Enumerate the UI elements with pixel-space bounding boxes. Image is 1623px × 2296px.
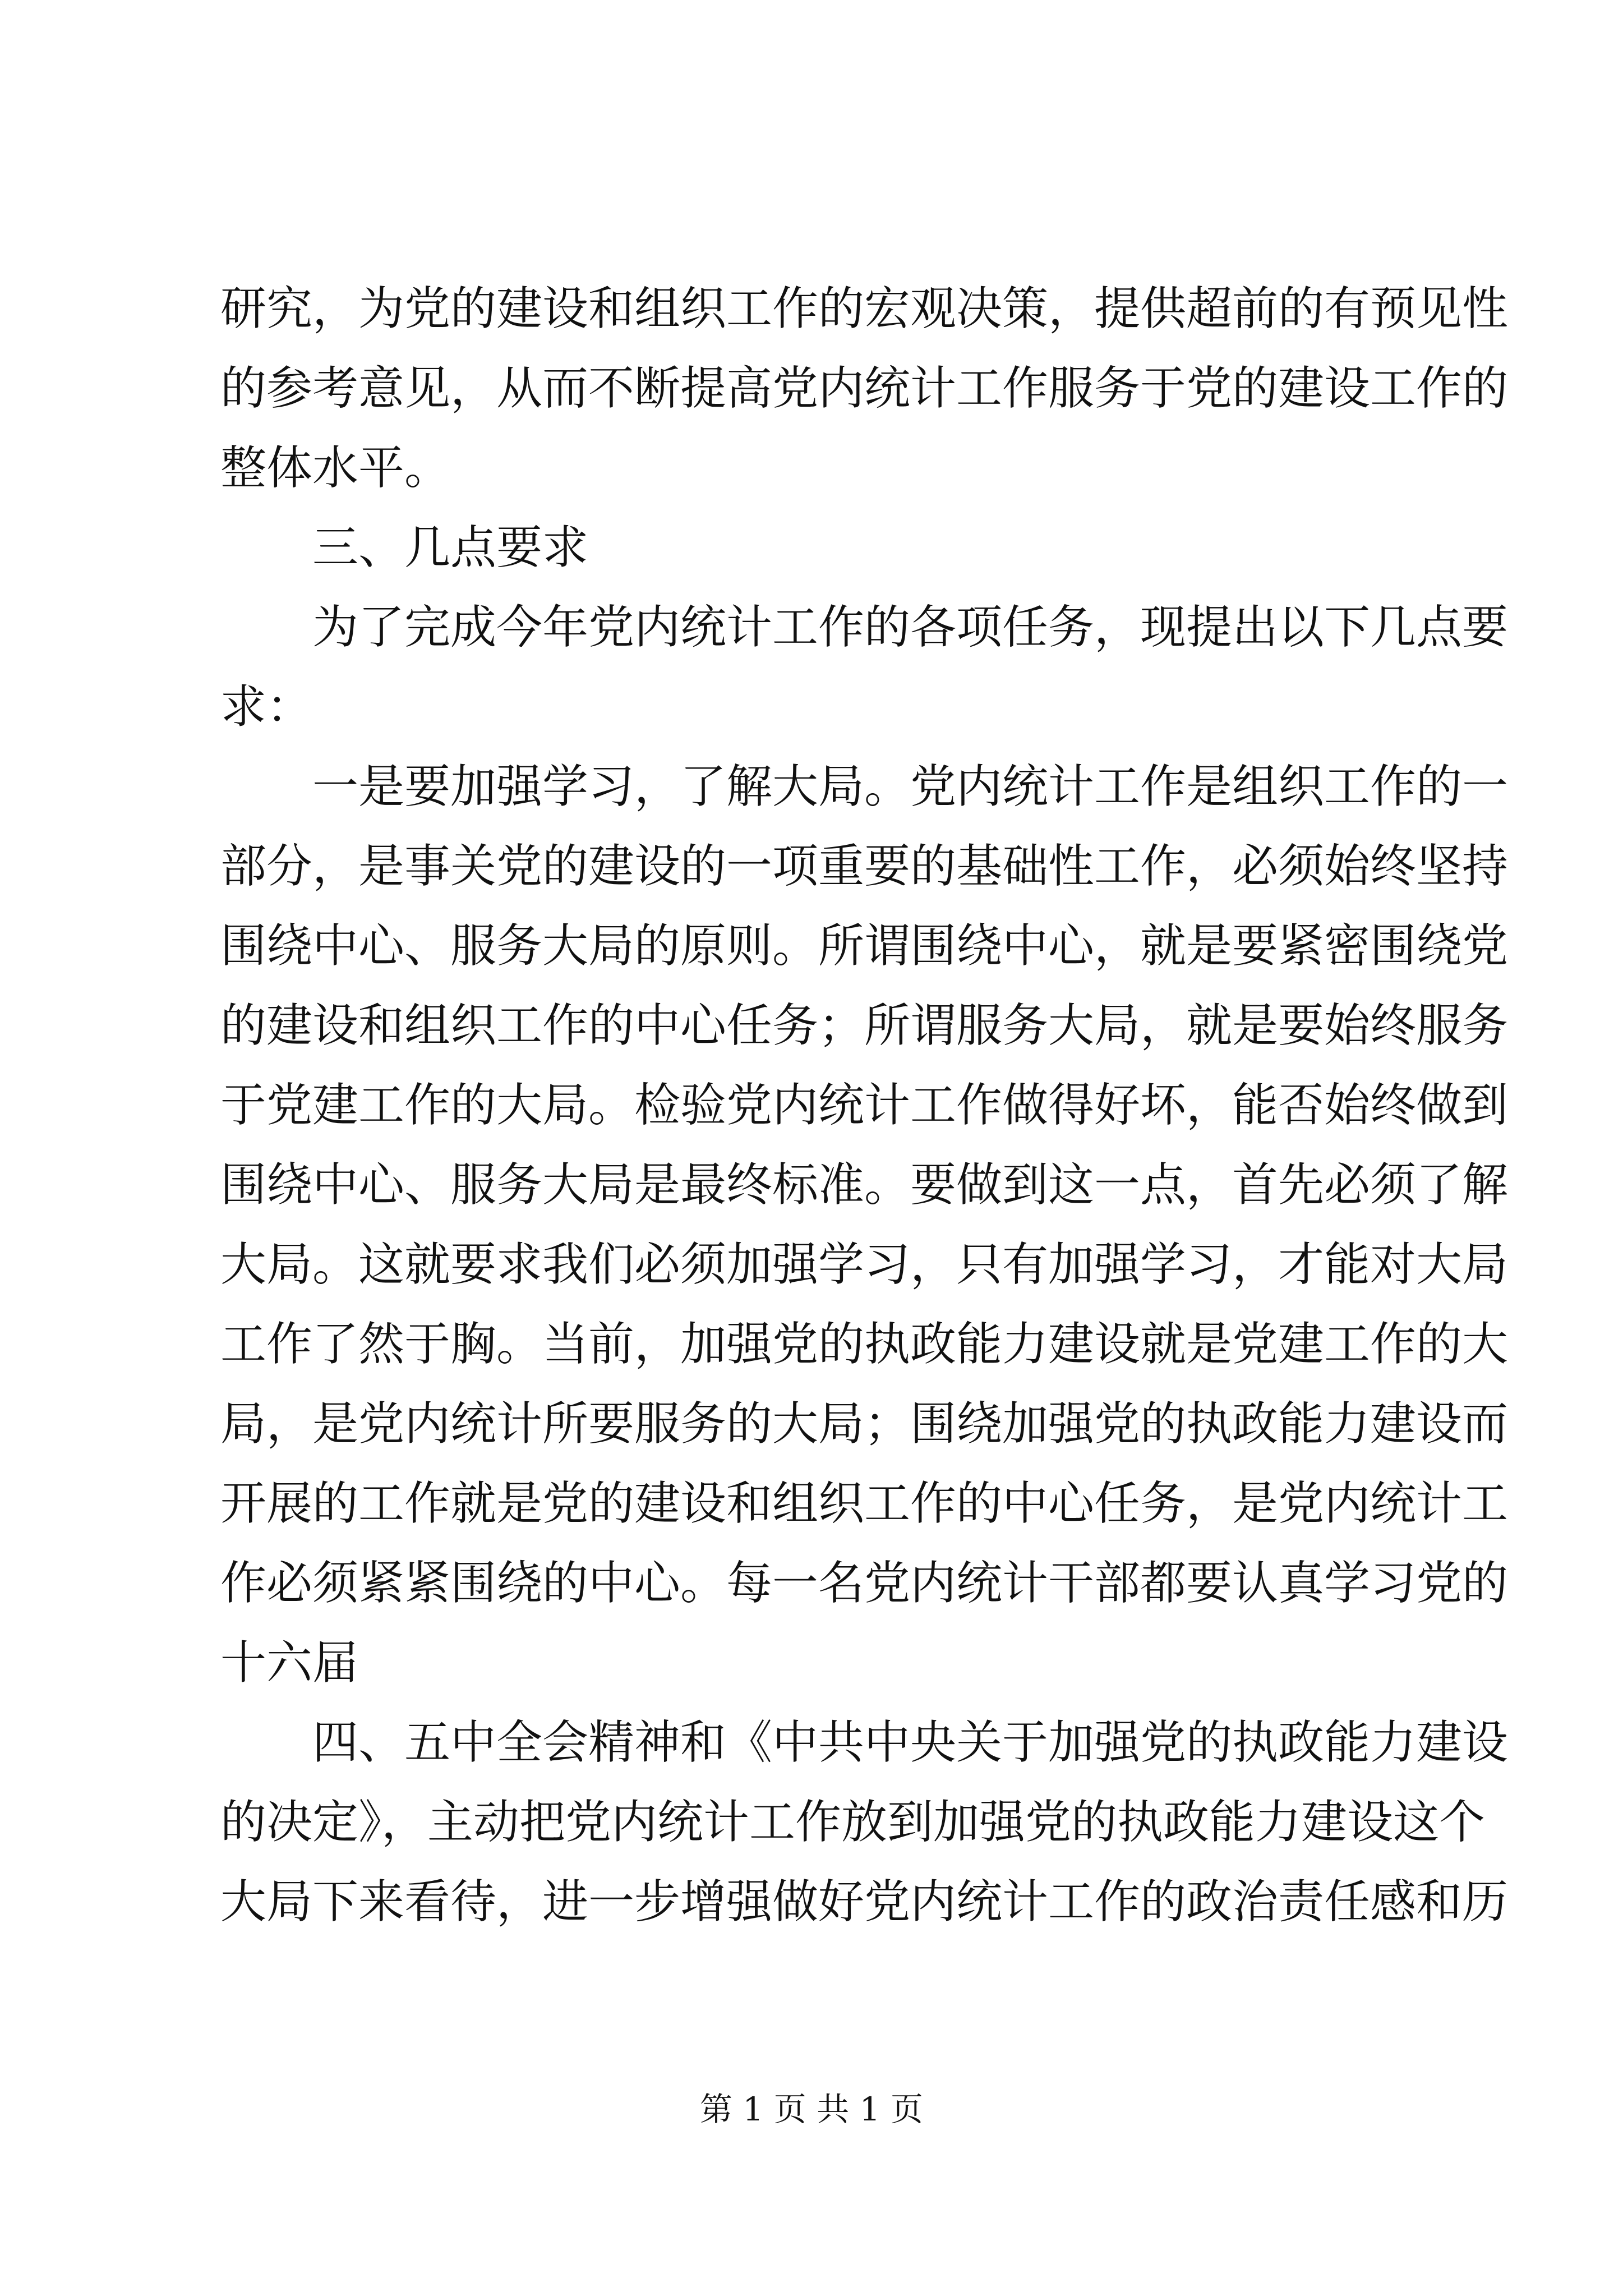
text-line: 于党建工作的大局。检验党内统计工作做得好坏，能否始终做到 [220, 1079, 1509, 1132]
text-line: 一是要加强学习，了解大局。党内统计工作是组织工作的一 [312, 760, 1509, 813]
page-footer: 第 1 页 共 1 页 [700, 2090, 923, 2128]
text-line: 围绕中心、服务大局的原则。所谓围绕中心，就是要紧密围绕党 [220, 919, 1509, 973]
text-line: 局，是党内统计所要服务的大局；围绕加强党的执政能力建设而 [220, 1397, 1509, 1451]
text-line: 为了完成今年党内统计工作的各项任务，现提出以下几点要 [312, 601, 1509, 654]
text-line: 开展的工作就是党的建设和组织工作的中心任务，是党内统计工 [220, 1477, 1509, 1530]
text-line: 的参考意见，从而不断提高党内统计工作服务于党的建设工作的 [220, 362, 1509, 415]
text-line: 大局下来看待，进一步增强做好党内统计工作的政治责任感和历 [220, 1875, 1509, 1929]
text-line: 整体水平。 [220, 441, 451, 495]
text-line: 围绕中心、服务大局是最终标准。要做到这一点，首先必须了解 [220, 1158, 1509, 1212]
text-line: 四、五中全会精神和《中共中央关于加强党的执政能力建设 [312, 1716, 1509, 1769]
body-text [220, 269, 1509, 1942]
text-line: 部分，是事关党的建设的一项重要的基础性工作，必须始终坚持 [220, 840, 1509, 893]
text-line: 求： [220, 680, 313, 734]
text-line: 大局。这就要求我们必须加强学习，只有加强学习，才能对大局 [220, 1238, 1509, 1291]
text-line: 研究，为党的建设和组织工作的宏观决策，提供超前的有预见性 [220, 282, 1509, 335]
section-heading: 三、几点要求 [312, 521, 589, 574]
text-line: 作必须紧紧围绕的中心。每一名党内统计干部都要认真学习党的 [220, 1557, 1509, 1610]
text-line: 工作了然于胸。当前，加强党的执政能力建设就是党建工作的大 [220, 1318, 1509, 1371]
text-line: 的建设和组织工作的中心任务；所谓服务大局，就是要始终服务 [220, 999, 1509, 1052]
text-line: 十六届 [220, 1636, 359, 1690]
text-line: 的决定》，主动把党内统计工作放到加强党的执政能力建设这个 [220, 1796, 1486, 1849]
